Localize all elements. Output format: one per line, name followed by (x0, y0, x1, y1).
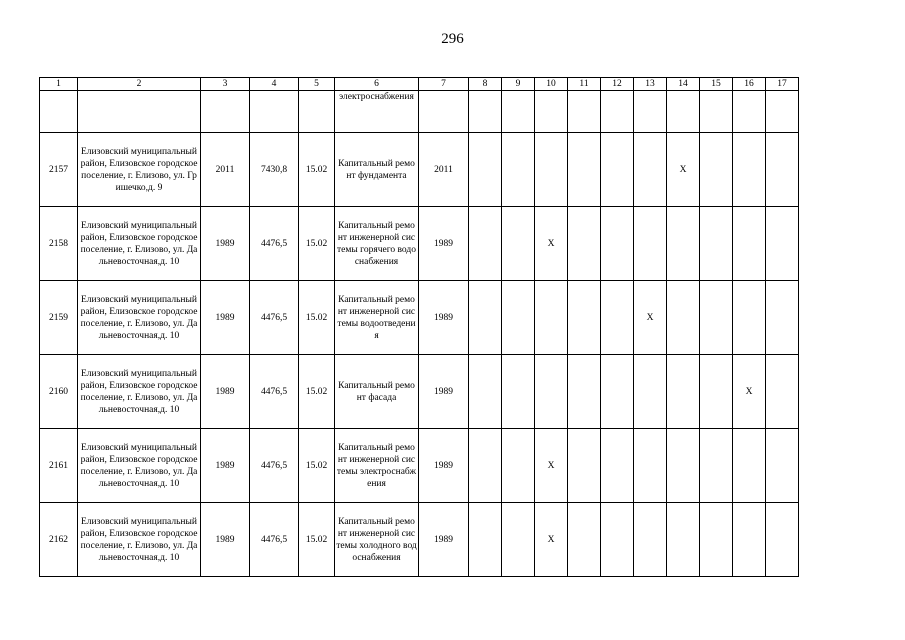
cell (201, 91, 250, 133)
cell (667, 91, 700, 133)
plan-year-cell: 1989 (419, 429, 469, 503)
mark-cell (700, 281, 733, 355)
mark-cell (766, 281, 799, 355)
mark-cell: X (634, 281, 667, 355)
year-built-cell: 1989 (201, 503, 250, 577)
table-row (40, 207, 799, 281)
mark-cell (733, 281, 766, 355)
mark-cell: X (667, 133, 700, 207)
mark-cell: X (733, 355, 766, 429)
code-cell: 15.02 (299, 133, 335, 207)
mark-cell (634, 133, 667, 207)
mark-cell (469, 503, 502, 577)
mark-cell (700, 355, 733, 429)
year-built-cell: 1989 (201, 355, 250, 429)
column-number-cell: 4 (250, 78, 299, 91)
mark-cell (568, 133, 601, 207)
cell (634, 91, 667, 133)
mark-cell (568, 355, 601, 429)
work-type-cell: Капитальный ремонт инженерной системы горячего водоснабжения (335, 207, 419, 281)
column-number-cell: 9 (502, 78, 535, 91)
row-number-cell: 2162 (40, 503, 78, 577)
code-cell: 15.02 (299, 355, 335, 429)
mark-cell (733, 133, 766, 207)
column-number-cell: 14 (667, 78, 700, 91)
column-number-cell: 12 (601, 78, 634, 91)
code-cell: 15.02 (299, 281, 335, 355)
year-built-cell: 1989 (201, 281, 250, 355)
mark-cell: X (535, 207, 568, 281)
mark-cell: X (535, 503, 568, 577)
mark-cell (667, 429, 700, 503)
mark-cell (568, 429, 601, 503)
work-type-cell: электроснабжения (335, 91, 419, 133)
mark-cell (667, 207, 700, 281)
cell (78, 91, 201, 133)
mark-cell (469, 355, 502, 429)
mark-cell (733, 429, 766, 503)
repair-schedule-table (39, 77, 799, 577)
mark-cell (502, 207, 535, 281)
column-number-cell: 5 (299, 78, 335, 91)
cell (535, 91, 568, 133)
area-cell: 4476,5 (250, 355, 299, 429)
mark-cell (502, 281, 535, 355)
table-row (40, 133, 799, 207)
work-type-cell: Капитальный ремонт инженерной системы электроснабжения (335, 429, 419, 503)
cell (419, 91, 469, 133)
address-cell: Елизовский муниципальный район, Елизовское городское поселение, г. Елизово, ул. Дальневосточная,д. 10 (78, 503, 201, 577)
mark-cell (700, 503, 733, 577)
mark-cell (601, 429, 634, 503)
work-type-cell: Капитальный ремонт фасада (335, 355, 419, 429)
mark-cell (502, 133, 535, 207)
column-number-cell: 17 (766, 78, 799, 91)
work-type-cell: Капитальный ремонт инженерной системы водоотведения (335, 281, 419, 355)
table-row (40, 503, 799, 577)
area-cell: 4476,5 (250, 207, 299, 281)
code-cell: 15.02 (299, 429, 335, 503)
column-number-cell: 3 (201, 78, 250, 91)
mark-cell (733, 503, 766, 577)
mark-cell (469, 429, 502, 503)
year-built-cell: 2011 (201, 133, 250, 207)
cell (700, 91, 733, 133)
cell (502, 91, 535, 133)
mark-cell (502, 429, 535, 503)
mark-cell (601, 503, 634, 577)
cell (601, 91, 634, 133)
mark-cell (634, 355, 667, 429)
mark-cell (568, 207, 601, 281)
cell (40, 91, 78, 133)
row-number-cell: 2158 (40, 207, 78, 281)
mark-cell (469, 133, 502, 207)
mark-cell (733, 207, 766, 281)
mark-cell (667, 355, 700, 429)
mark-cell (469, 281, 502, 355)
column-number-cell: 11 (568, 78, 601, 91)
mark-cell (601, 355, 634, 429)
continuation-row (40, 91, 799, 133)
work-type-cell: Капитальный ремонт инженерной системы холодного водоснабжения (335, 503, 419, 577)
plan-year-cell: 1989 (419, 207, 469, 281)
mark-cell (634, 207, 667, 281)
code-cell: 15.02 (299, 503, 335, 577)
column-number-row (40, 78, 799, 91)
table-row (40, 355, 799, 429)
plan-year-cell: 1989 (419, 503, 469, 577)
area-cell: 4476,5 (250, 429, 299, 503)
cell (299, 91, 335, 133)
table-row (40, 429, 799, 503)
address-cell: Елизовский муниципальный район, Елизовское городское поселение, г. Елизово, ул. Дальневосточная,д. 10 (78, 429, 201, 503)
table-row (40, 281, 799, 355)
year-built-cell: 1989 (201, 429, 250, 503)
row-number-cell: 2160 (40, 355, 78, 429)
row-number-cell: 2159 (40, 281, 78, 355)
mark-cell (601, 207, 634, 281)
mark-cell (535, 281, 568, 355)
area-cell: 7430,8 (250, 133, 299, 207)
mark-cell (766, 133, 799, 207)
mark-cell (667, 503, 700, 577)
work-type-cell: Капитальный ремонт фундамента (335, 133, 419, 207)
column-number-cell: 7 (419, 78, 469, 91)
mark-cell (535, 133, 568, 207)
cell (469, 91, 502, 133)
plan-year-cell: 1989 (419, 281, 469, 355)
cell (766, 91, 799, 133)
row-number-cell: 2157 (40, 133, 78, 207)
mark-cell (634, 429, 667, 503)
mark-cell (601, 133, 634, 207)
mark-cell (766, 355, 799, 429)
column-number-cell: 2 (78, 78, 201, 91)
mark-cell (700, 207, 733, 281)
address-cell: Елизовский муниципальный район, Елизовское городское поселение, г. Елизово, ул. Дальневосточная,д. 10 (78, 355, 201, 429)
area-cell: 4476,5 (250, 503, 299, 577)
plan-year-cell: 2011 (419, 133, 469, 207)
mark-cell (535, 355, 568, 429)
column-number-cell: 8 (469, 78, 502, 91)
mark-cell (568, 281, 601, 355)
column-number-cell: 13 (634, 78, 667, 91)
plan-year-cell: 1989 (419, 355, 469, 429)
mark-cell (601, 281, 634, 355)
mark-cell (502, 503, 535, 577)
column-number-cell: 1 (40, 78, 78, 91)
column-number-cell: 15 (700, 78, 733, 91)
mark-cell (700, 429, 733, 503)
mark-cell: X (535, 429, 568, 503)
year-built-cell: 1989 (201, 207, 250, 281)
mark-cell (634, 503, 667, 577)
cell (568, 91, 601, 133)
address-cell: Елизовский муниципальный район, Елизовское городское поселение, г. Елизово, ул. Дальневосточная,д. 10 (78, 281, 201, 355)
column-number-cell: 16 (733, 78, 766, 91)
mark-cell (667, 281, 700, 355)
cell (733, 91, 766, 133)
mark-cell (568, 503, 601, 577)
address-cell: Елизовский муниципальный район, Елизовское городское поселение, г. Елизово, ул. Гришечко,д. 9 (78, 133, 201, 207)
row-number-cell: 2161 (40, 429, 78, 503)
area-cell: 4476,5 (250, 281, 299, 355)
mark-cell (766, 503, 799, 577)
column-number-cell: 10 (535, 78, 568, 91)
mark-cell (502, 355, 535, 429)
column-number-cell: 6 (335, 78, 419, 91)
page-number: 296 (441, 31, 464, 47)
mark-cell (766, 429, 799, 503)
mark-cell (766, 207, 799, 281)
mark-cell (469, 207, 502, 281)
address-cell: Елизовский муниципальный район, Елизовское городское поселение, г. Елизово, ул. Дальневосточная,д. 10 (78, 207, 201, 281)
code-cell: 15.02 (299, 207, 335, 281)
mark-cell (700, 133, 733, 207)
cell (250, 91, 299, 133)
